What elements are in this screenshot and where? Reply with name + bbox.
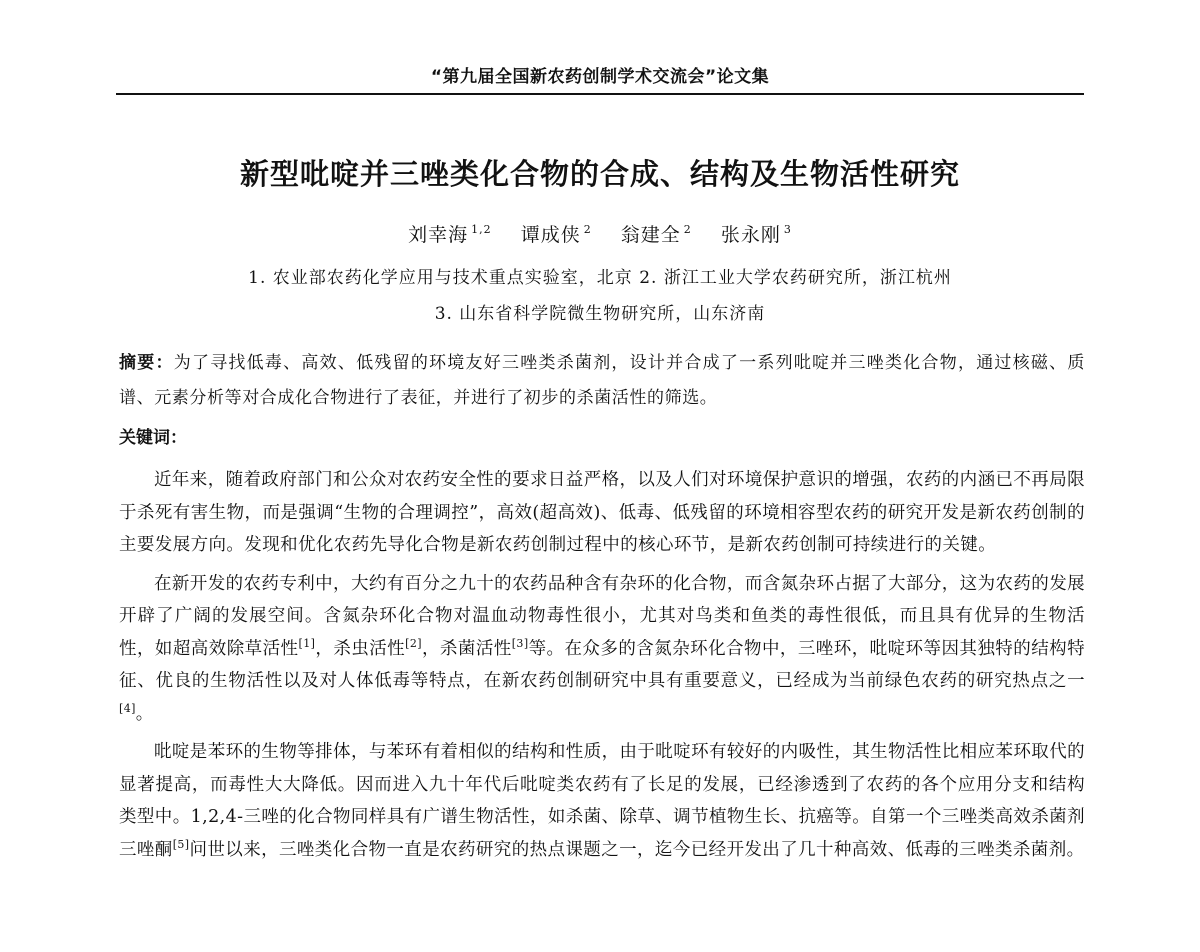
abstract-label: 摘要：: [119, 353, 174, 373]
author: [721, 220, 792, 247]
paragraph-text: 等。在众多的含氮杂环化合物中，三唑环，吡啶环等因其独特的结构特征、优良的生物活性以及对人体低毒等特点，在新农药创制研究中具有重要意义，已经成为当前绿色农药的研究热点之一: [119, 638, 1086, 691]
paragraph: [119, 736, 1085, 866]
author-name: 谭成侠: [520, 224, 581, 246]
keywords-label: 关键词：: [119, 428, 187, 448]
paragraph-text: 吡啶是苯环的生物等排体，与苯环有着相似的结构和性质，由于吡啶环有较好的内吸性，其生物活性比相应苯环取代的显著提高，而毒性大大降低。因而进入九十年代后吡啶类农药有了长足的发展，已经渗透到了农药的各个应用分支和结构类型中。1,2,4-三唑的化合物同样具有广谱生物活性，如杀菌、除草、调节植物生长、抗癌等。自第一个三唑类高效杀菌剂三唑酮: [119, 742, 1085, 860]
author: [621, 220, 692, 247]
paragraph-text: 。: [135, 703, 154, 724]
author-name: 刘幸海: [408, 224, 469, 246]
affiliation-line: 3. 山东省科学院微生物研究所，山东济南: [434, 304, 766, 324]
running-header: “第九届全国新农药创制学术交流会”论文集: [430, 67, 770, 87]
paragraph: [119, 568, 1085, 731]
author-affiliation-mark: 2: [683, 223, 692, 236]
author-affiliation-mark: 1,2: [471, 223, 492, 236]
author-list: [0, 220, 1200, 247]
author-affiliation-mark: 2: [583, 223, 592, 236]
paper-title: 新型吡啶并三唑类化合物的合成、结构及生物活性研究: [239, 157, 960, 191]
author-name: 张永刚: [720, 224, 781, 246]
paragraph-text: 问世以来，三唑类化合物一直是农药研究的热点课题之一，迄今已经开发出了几十种高效、低毒的三唑类杀菌剂。: [189, 839, 1085, 860]
header-rule: [116, 93, 1084, 95]
author: [408, 220, 492, 247]
author-affiliation-mark: 3: [783, 223, 792, 236]
author-name: 翁建全: [620, 224, 681, 246]
affiliation-line: 1. 农业部农药化学应用与技术重点实验室，北京 2. 浙江工业大学农药研究所，浙江杭州: [248, 268, 952, 288]
citation: [1]: [298, 636, 316, 650]
paragraph-text: ，杀虫活性: [315, 638, 406, 659]
abstract: [119, 346, 1085, 416]
citation: [2]: [405, 636, 422, 650]
paragraph-text: 在新开发的农药专利中，大约有百分之九十的农药品种含有杂环的化合物，而含氮杂环占据了大部分，这为农药的发展开辟了广阔的发展空间。含氮杂环化合物对温血动物毒性很小，尤其对鸟类和鱼类的毒性很低，而且具有优异的生物活性，如超高效除草活性: [119, 573, 1085, 659]
abstract-text: 为了寻找低毒、高效、低残留的环境友好三唑类杀菌剂，设计并合成了一系列吡啶并三唑类化合物，通过核磁、质谱、元素分析等对合成化合物进行了表征，并进行了初步的杀菌活性的筛选。: [119, 353, 1085, 408]
citation: [4]: [119, 701, 136, 715]
paragraph-text: ，杀菌活性: [421, 638, 512, 659]
body-text: [119, 464, 1085, 866]
author: [521, 220, 592, 247]
citation: [5]: [172, 837, 190, 851]
paragraph: 近年来，随着政府部门和公众对农药安全性的要求日益严格，以及人们对环境保护意识的增强，农药的内涵已不再局限于杀死有害生物，而是强调“生物的合理调控”，高效(超高效)、低毒、低残留的环境相容型农药的研究开发是新农药创制的主要发展方向。发现和优化农药先导化合物是新农药创制过程中的核心环节，是新农药创制可持续进行的关键。: [119, 470, 1085, 555]
citation: [3]: [511, 636, 529, 650]
